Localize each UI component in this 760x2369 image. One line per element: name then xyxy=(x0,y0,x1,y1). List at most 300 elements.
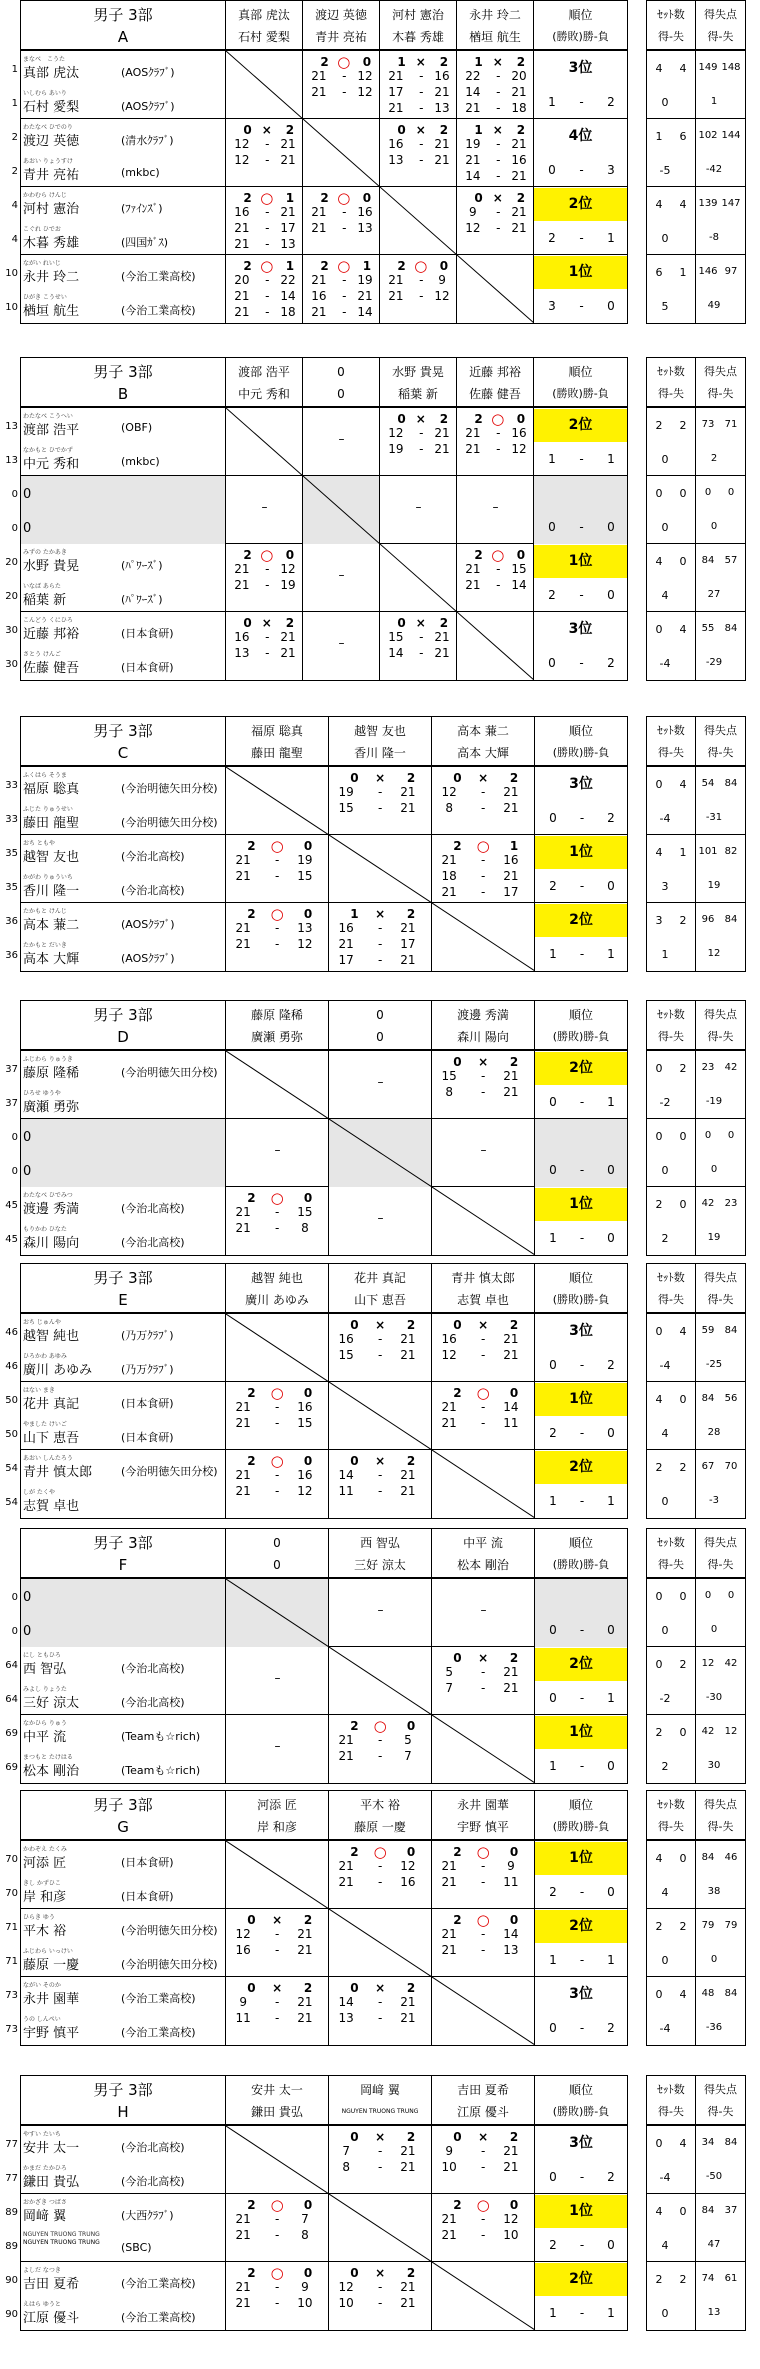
score-dash: - xyxy=(274,1995,280,2009)
set-count: -4 xyxy=(659,2171,671,2184)
player-cell xyxy=(21,903,226,971)
score-dash: - xyxy=(377,2296,383,2310)
player-club: (乃万ｸﾗﾌﾞ) xyxy=(121,1363,174,1376)
column-header xyxy=(303,1,380,51)
set-count: 2 xyxy=(661,1760,669,1773)
entry-number: 13 xyxy=(5,455,18,466)
match-sets: 0 xyxy=(247,1981,256,1995)
game-score: 21 xyxy=(441,2228,457,2242)
result-cell xyxy=(457,612,534,680)
set-count: 4 xyxy=(655,198,663,211)
result-cell xyxy=(432,2262,535,2330)
player-reading: かまだ たかひろ xyxy=(23,2165,67,2172)
player-reading: やすい たいち xyxy=(23,2131,61,2138)
column-player: 越智 純也 xyxy=(251,1271,303,1285)
score-dash: - xyxy=(377,937,383,951)
win-loss: 2 xyxy=(549,879,557,893)
player-name: 宇野 慎平 xyxy=(23,2026,80,2041)
game-score-line xyxy=(329,1467,431,1483)
point-count: -42 xyxy=(705,164,723,175)
result-cell xyxy=(432,1841,535,1909)
column-header xyxy=(329,1264,432,1314)
game-score: 13 xyxy=(297,921,313,935)
stats-block xyxy=(647,612,745,680)
group-letter: H xyxy=(117,2103,129,2121)
game-score: 9 xyxy=(507,1859,515,1873)
game-score: 12 xyxy=(503,2212,519,2226)
game-score: 21 xyxy=(235,869,251,883)
result-cell xyxy=(303,119,380,187)
player-cell xyxy=(21,51,226,119)
entry-number: 0 xyxy=(11,1592,18,1603)
set-count: 4 xyxy=(679,1988,687,2001)
score-dash: - xyxy=(274,1400,280,1414)
point-count: 49 xyxy=(707,300,721,311)
stats-header xyxy=(647,717,745,767)
match-sets: 2 xyxy=(247,1454,256,1468)
win-loss: 3 xyxy=(607,163,615,177)
score-dash: - xyxy=(480,1332,486,1346)
self-match-diagonal xyxy=(380,544,457,612)
game-score-line xyxy=(329,1732,431,1748)
no-match-dash: – xyxy=(338,568,345,582)
rank-header xyxy=(535,1791,627,1841)
set-count: 1 xyxy=(655,130,663,143)
score-dash: - xyxy=(342,221,347,235)
game-score: 7 xyxy=(404,1749,412,1763)
game-score: 21 xyxy=(434,426,450,440)
stats-block xyxy=(647,1647,745,1715)
player-cell xyxy=(21,1119,226,1187)
column-header xyxy=(457,1,534,51)
group-D xyxy=(0,1000,760,1258)
game-score: 13 xyxy=(388,153,404,167)
game-score: 21 xyxy=(441,1416,457,1430)
score-dash: - xyxy=(274,2011,280,2025)
match-mark: ○ xyxy=(260,189,274,207)
win-loss: 2 xyxy=(607,656,615,670)
stats-column-header xyxy=(696,2076,745,2126)
result-cell xyxy=(432,835,535,903)
player-club: (今治工業高校) xyxy=(121,2311,196,2324)
rank-cell xyxy=(534,119,627,187)
match-mark: × xyxy=(478,1318,489,1332)
point-count: 34 xyxy=(701,2137,715,2148)
score-dash: - xyxy=(480,885,486,899)
player-name: 河添 匠 xyxy=(23,1856,67,1871)
game-score-line xyxy=(329,1874,431,1890)
point-count: 12 xyxy=(707,948,721,959)
game-score: 21 xyxy=(400,1348,416,1362)
win-loss: 0 xyxy=(607,1426,615,1440)
game-score-line xyxy=(303,304,379,320)
match-mark: ○ xyxy=(337,257,351,275)
column-player: 志賀 卓也 xyxy=(457,1293,509,1307)
entry-number: 0 xyxy=(11,523,18,534)
game-score: 21 xyxy=(297,1943,313,1957)
player-reading: ふじわら りゅうき xyxy=(23,1056,73,1063)
self-match-diagonal xyxy=(226,767,329,835)
match-sets: 2 xyxy=(406,2130,416,2144)
rank-header-sub: (勝敗)勝-負 xyxy=(552,1293,610,1306)
group-title-text: 男子 3部 xyxy=(93,2081,153,2099)
self-match-diagonal xyxy=(380,187,457,255)
match-sets: 0 xyxy=(439,259,449,273)
rank-value: 4位 xyxy=(568,128,593,144)
game-score: 13 xyxy=(234,646,250,660)
point-count: 84 xyxy=(701,555,715,566)
set-count: 0 xyxy=(655,1658,663,1671)
game-score-line xyxy=(457,152,533,168)
player-club: (清水ｸﾗﾌﾞ) xyxy=(121,134,174,147)
game-score: 20 xyxy=(234,273,250,287)
player-name: 青井 亮祐 xyxy=(23,168,80,183)
score-dash: - xyxy=(265,137,270,151)
game-score-line xyxy=(329,2295,431,2311)
score-dash: - xyxy=(419,85,424,99)
column-player: 松本 剛治 xyxy=(457,1558,509,1572)
rank-header xyxy=(535,1001,627,1051)
point-count: 84 xyxy=(701,1852,715,1863)
player-reading: かわぞえ たくみ xyxy=(23,1846,67,1853)
column-player: 青井 慎太郎 xyxy=(451,1271,515,1285)
score-dash: - xyxy=(377,2160,383,2174)
stats-column-header xyxy=(696,1791,745,1841)
win-loss: 1 xyxy=(549,1494,557,1508)
rank-header xyxy=(535,1529,627,1579)
match-sets: 2 xyxy=(285,123,295,137)
match-mark: × xyxy=(375,2130,386,2144)
result-cell xyxy=(226,255,303,323)
group-title-text: 男子 3部 xyxy=(93,6,153,24)
self-match-diagonal xyxy=(432,2262,535,2330)
player-reading: きし かずひこ xyxy=(23,1880,61,1887)
player-club: (日本食研) xyxy=(121,1890,174,1903)
self-match-diagonal xyxy=(432,1450,535,1518)
player-club: (AOSｸﾗﾌﾞ) xyxy=(121,952,175,965)
game-score-line xyxy=(329,1858,431,1874)
stats-header xyxy=(647,1791,745,1841)
result-cell xyxy=(457,187,534,255)
game-score-line xyxy=(432,868,534,884)
rank-value: 1位 xyxy=(535,1842,627,1875)
score-dash: - xyxy=(265,630,270,644)
game-score: 12 xyxy=(234,153,250,167)
result-cell xyxy=(329,1314,432,1382)
result-cell xyxy=(329,1977,432,2045)
result-cell xyxy=(329,1647,432,1715)
point-count: 84 xyxy=(701,2205,715,2216)
player-cell xyxy=(21,1715,226,1783)
player-club: (今治明徳矢田分校) xyxy=(121,1958,218,1971)
self-match-diagonal xyxy=(303,119,380,187)
game-score-line xyxy=(457,204,533,220)
rank-header-sub: (勝敗)勝-負 xyxy=(552,30,609,43)
game-score-line xyxy=(380,645,456,661)
score-dash: - xyxy=(419,426,424,440)
win-loss: - xyxy=(579,1759,585,1773)
column-player: 鎌田 貴弘 xyxy=(251,2105,303,2119)
match-sets: 0 xyxy=(509,1913,519,1927)
player-name: 木暮 秀雄 xyxy=(23,236,80,251)
stats-header-sub: 得-失 xyxy=(707,1293,734,1306)
match-mark: × xyxy=(415,123,426,137)
match-mark: × xyxy=(492,191,503,205)
result-cell xyxy=(303,612,380,680)
game-score: 21 xyxy=(388,289,404,303)
stats-table xyxy=(646,0,746,324)
match-mark: ○ xyxy=(260,257,274,275)
game-score: 21 xyxy=(235,921,251,935)
table-header xyxy=(21,358,627,408)
stats-header-sub: 得-失 xyxy=(707,387,734,400)
rank-cell xyxy=(535,1909,627,1977)
column-player: 楢垣 航生 xyxy=(469,30,521,44)
player-reading: ひがき こうせい xyxy=(23,294,67,301)
entry-number: 64 xyxy=(5,1694,18,1705)
set-count: 0 xyxy=(679,1852,687,1865)
game-score-line xyxy=(226,236,302,252)
score-dash: - xyxy=(480,1348,486,1362)
game-score-line xyxy=(226,920,328,936)
match-sets: 0 xyxy=(516,412,526,426)
game-score: 19 xyxy=(297,853,313,867)
player-club: (今治北高校) xyxy=(121,2141,185,2154)
point-count: 57 xyxy=(724,555,738,566)
player-cell xyxy=(21,1187,226,1255)
group-title-text: 男子 3部 xyxy=(93,1534,153,1552)
game-score-line xyxy=(329,2143,431,2159)
result-cell xyxy=(329,767,432,835)
match-sets: 2 xyxy=(247,907,256,921)
player-name: 高本 蒹二 xyxy=(23,918,80,933)
game-score: 14 xyxy=(465,85,481,99)
self-match-diagonal xyxy=(432,1187,535,1255)
player-club: (今治明徳矢田分校) xyxy=(121,782,218,795)
stats-column-header xyxy=(696,717,745,767)
game-score-line xyxy=(329,784,431,800)
game-score: 21 xyxy=(400,1995,416,2009)
rank-cell xyxy=(535,1841,627,1909)
game-score: 21 xyxy=(234,237,250,251)
player-cell xyxy=(21,476,226,544)
score-dash: - xyxy=(419,289,424,303)
point-count: 47 xyxy=(707,2239,721,2250)
player-club: (今治工業高校) xyxy=(121,304,196,317)
rank-header-label: 順位 xyxy=(568,1536,593,1550)
player-club: (日本食研) xyxy=(121,661,174,674)
score-dash: - xyxy=(265,646,270,660)
entry-number: 54 xyxy=(5,1497,18,1508)
match-sets: 1 xyxy=(474,123,483,137)
game-score: 17 xyxy=(503,885,519,899)
match-sets: 0 xyxy=(509,1386,519,1400)
stats-header-label: 得失点 xyxy=(704,1008,737,1021)
score-dash: - xyxy=(342,205,347,219)
rank-cell xyxy=(535,1647,627,1715)
match-sets: 2 xyxy=(247,1191,256,1205)
match-sets: 2 xyxy=(247,839,256,853)
column-player: 0 xyxy=(376,1030,384,1044)
player-name: 近藤 邦裕 xyxy=(23,627,80,642)
score-dash: - xyxy=(480,2144,486,2158)
group-letter: C xyxy=(117,744,129,762)
result-cell xyxy=(226,1579,329,1647)
player-reading: あおい りょうすけ xyxy=(23,158,73,165)
column-header xyxy=(329,1001,432,1051)
stats-header-sub: 得-失 xyxy=(707,1820,734,1833)
game-score: 13 xyxy=(280,237,296,251)
point-count: 70 xyxy=(724,1461,738,1472)
game-score-line xyxy=(432,1874,534,1890)
player-name: 福原 聡真 xyxy=(23,782,80,797)
point-count: 148 xyxy=(721,62,741,73)
column-player: 佐藤 健吾 xyxy=(469,387,521,401)
no-match-dash: – xyxy=(274,1143,281,1157)
game-score: 9 xyxy=(438,273,446,287)
point-count: 48 xyxy=(701,1988,715,1999)
column-player: 木暮 秀雄 xyxy=(392,30,444,44)
group-title xyxy=(21,1,226,51)
game-score: 12 xyxy=(400,1859,416,1873)
column-header xyxy=(432,2076,535,2126)
game-score: 12 xyxy=(441,1348,457,1362)
point-count: 79 xyxy=(724,1920,738,1931)
self-match-diagonal xyxy=(432,1715,535,1783)
player-block xyxy=(21,1314,627,1382)
score-dash: - xyxy=(480,2212,486,2226)
player-name: 平木 裕 xyxy=(23,1924,67,1939)
game-score-line xyxy=(303,84,379,100)
score-dash: - xyxy=(265,273,270,287)
game-score-line xyxy=(457,425,533,441)
game-score: 15 xyxy=(297,1205,313,1219)
game-score-line xyxy=(380,136,456,152)
game-score: 14 xyxy=(388,646,404,660)
entry-number: 10 xyxy=(5,268,18,279)
player-reading: にし ともひろ xyxy=(23,1652,61,1659)
score-dash: - xyxy=(274,2212,280,2226)
point-count: 67 xyxy=(701,1461,715,1472)
score-dash: - xyxy=(265,305,270,319)
game-score: 16 xyxy=(388,137,404,151)
set-count: 0 xyxy=(661,1954,669,1967)
result-cell xyxy=(329,1119,432,1187)
match-mark: × xyxy=(478,771,489,785)
column-player: 石村 愛梨 xyxy=(238,30,290,44)
rank-value: 2位 xyxy=(535,2263,627,2296)
set-count: 4 xyxy=(655,1852,663,1865)
column-header xyxy=(226,1791,329,1841)
entry-number: 71 xyxy=(5,1956,18,1967)
game-score-line xyxy=(226,2279,328,2295)
column-header xyxy=(432,1264,535,1314)
rank-header-sub: (勝敗)勝-負 xyxy=(552,1030,610,1043)
game-score-line xyxy=(457,168,533,184)
group-title-text: 男子 3部 xyxy=(93,722,153,740)
score-dash: - xyxy=(342,85,347,99)
stats-header xyxy=(647,2076,745,2126)
game-score-line xyxy=(303,204,379,220)
point-count: -25 xyxy=(705,1359,723,1370)
player-name: 佐藤 健吾 xyxy=(23,661,80,676)
rank-header xyxy=(534,1,627,51)
game-score-line xyxy=(303,288,379,304)
game-score: 16 xyxy=(338,921,354,935)
no-match-dash: – xyxy=(274,1739,281,1753)
group-title xyxy=(21,2076,226,2126)
game-score: 21 xyxy=(503,869,519,883)
score-dash: - xyxy=(419,630,424,644)
match-sets: 2 xyxy=(406,1981,416,1995)
score-dash: - xyxy=(377,1733,383,1747)
game-score: 21 xyxy=(234,578,250,592)
player-club: (今治工業高校) xyxy=(121,1992,196,2005)
result-cell xyxy=(226,476,303,544)
point-count: -19 xyxy=(705,1096,723,1107)
game-score: 10 xyxy=(338,2296,354,2310)
game-score: 21 xyxy=(465,578,481,592)
point-count: 28 xyxy=(707,1427,721,1438)
game-score: 21 xyxy=(434,646,450,660)
game-score-line xyxy=(432,1664,534,1680)
score-dash: - xyxy=(496,101,501,115)
set-count: 2 xyxy=(655,1461,663,1474)
result-cell xyxy=(432,1647,535,1715)
game-score-line xyxy=(457,136,533,152)
set-count: 0 xyxy=(655,1325,663,1338)
match-mark: ○ xyxy=(270,905,284,923)
game-score: 14 xyxy=(338,1468,354,1482)
rank-header xyxy=(535,1264,627,1314)
game-score: 21 xyxy=(400,1468,416,1482)
self-match-diagonal xyxy=(226,1314,329,1382)
win-loss: 0 xyxy=(549,1623,557,1637)
game-score: 21 xyxy=(465,426,481,440)
game-score: 17 xyxy=(338,953,354,967)
point-count: 0 xyxy=(704,1130,712,1141)
stats-header-label: 得失点 xyxy=(704,724,737,737)
game-score: 21 xyxy=(503,1085,519,1099)
match-sets: 1 xyxy=(285,191,295,205)
score-dash: - xyxy=(480,869,486,883)
point-count: 0 xyxy=(710,1164,718,1175)
match-sets: 0 xyxy=(350,1318,359,1332)
column-player: 藤原 一慶 xyxy=(354,1820,406,1834)
point-count: -31 xyxy=(705,812,723,823)
set-count: 0 xyxy=(655,1988,663,2001)
score-dash: - xyxy=(496,85,501,99)
player-name: 森川 陽向 xyxy=(23,1236,80,1251)
player-reading: よしだ なつき xyxy=(23,2267,61,2274)
game-score: 21 xyxy=(235,1416,251,1430)
game-score: 16 xyxy=(297,1468,313,1482)
game-score: 15 xyxy=(388,630,404,644)
rank-value: 2位 xyxy=(534,188,627,221)
result-cell xyxy=(432,1909,535,1977)
player-club: (今治北高校) xyxy=(121,1662,185,1675)
game-score: 21 xyxy=(503,1069,519,1083)
stats-column-header xyxy=(696,1264,745,1314)
win-loss: 2 xyxy=(548,588,556,602)
player-club: (Teamも☆rich) xyxy=(121,1730,201,1743)
group-table xyxy=(20,357,628,681)
entry-number: 0 xyxy=(11,1132,18,1143)
entry-number: 13 xyxy=(5,421,18,432)
game-score-line xyxy=(432,1331,534,1347)
game-score: 9 xyxy=(301,2280,309,2294)
game-score: 21 xyxy=(234,289,250,303)
